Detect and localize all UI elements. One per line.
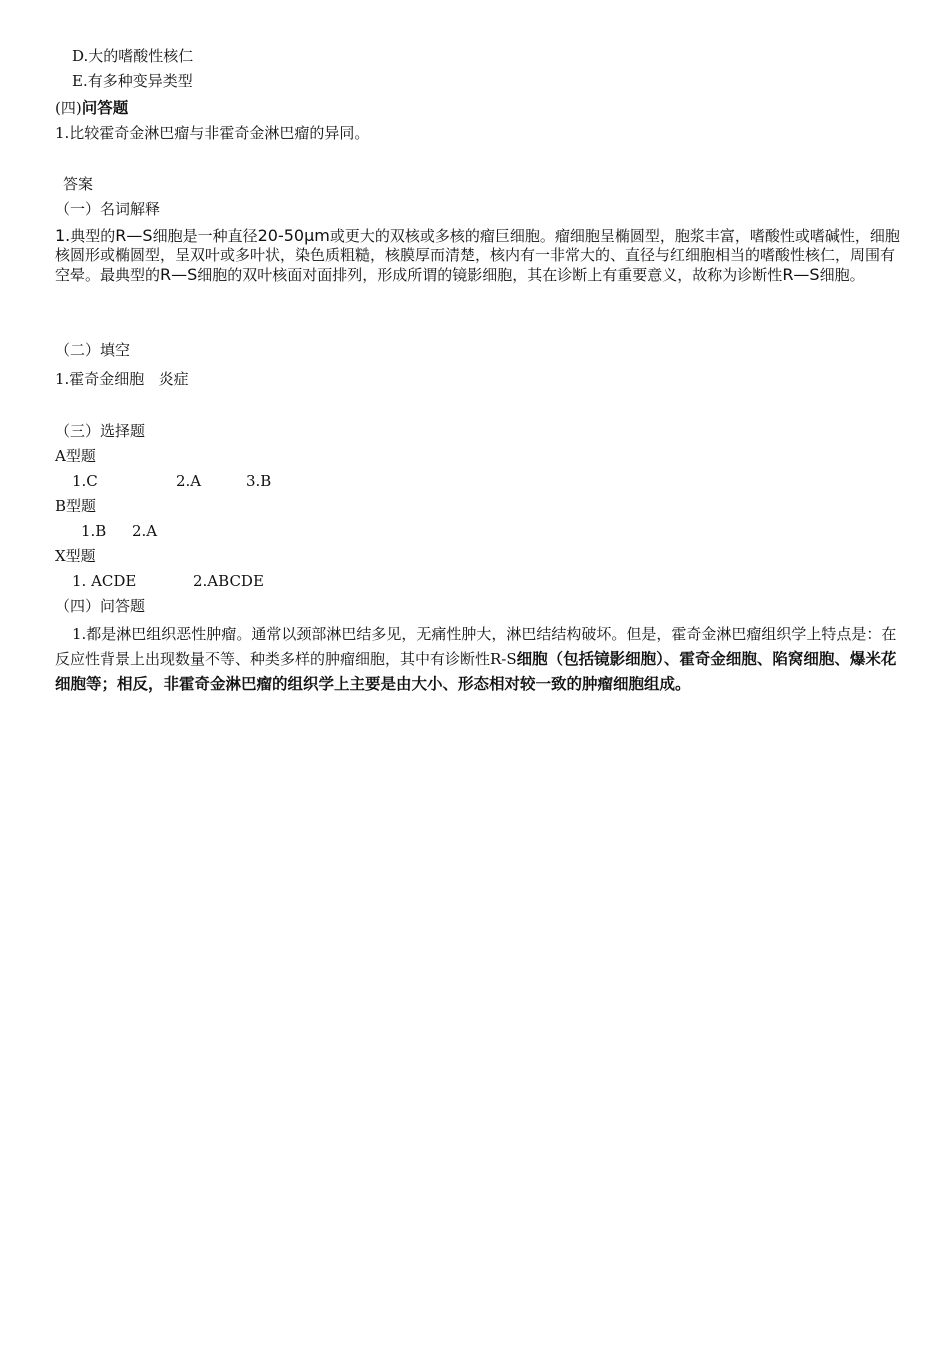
a1-p4: 细胞的双叶核面对面排列，形成所谓的镜影细胞，其在诊断上有重要意义，故称为诊断性 xyxy=(197,266,783,284)
a1-p1: 典型的 xyxy=(70,227,116,245)
a1-size: 20-50μm xyxy=(257,226,330,245)
section4-title: 问答题 xyxy=(81,99,129,117)
b-type-label: B型题 xyxy=(55,497,97,515)
a1-num: 1. xyxy=(55,226,71,245)
a-type-answer-2: 2.A xyxy=(176,472,202,490)
option-e: E.有多种变异类型 xyxy=(72,72,193,90)
b-type-answer-1: 1.B xyxy=(81,522,107,540)
a1-p2: 细胞是一种直径 xyxy=(152,227,258,245)
section4-heading xyxy=(55,98,128,118)
answer-section3-heading: （三）选择题 xyxy=(55,422,146,440)
b-type-answer-2: 2.A xyxy=(132,522,158,540)
question-1: 1.比较霍奇金淋巴瘤与非霍奇金淋巴瘤的异同。 xyxy=(55,124,370,142)
answer-section4-text xyxy=(55,622,900,697)
answer-section2-text: 1.霍奇金细胞 炎症 xyxy=(55,370,189,388)
a1-rs3: R—S xyxy=(782,265,820,284)
a1-p5: 细胞。 xyxy=(819,266,865,284)
section4-prefix: (四) xyxy=(55,99,82,117)
x-type-label: X型题 xyxy=(55,547,96,565)
answer-section1-heading: （一）名词解释 xyxy=(55,200,161,218)
a1-rs: R—S xyxy=(115,226,153,245)
a1-p3: 或更大的双核或多核的瘤巨细胞。瘤细胞呈椭圆型，胞浆丰富，嗜酸性或嗜碱性，细胞核圆形或椭圆型，呈双叶或多叶状，染色质粗糙，核膜厚而清楚，核内有一非常大的、直径与红细胞相当的嗜酸性核仁，周围有空晕。最典型的 xyxy=(55,227,900,284)
a-type-label: A型题 xyxy=(55,447,96,465)
option-d: D.大的嗜酸性核仁 xyxy=(72,47,194,65)
answer-section4-heading: （四）问答题 xyxy=(55,597,146,615)
answer-section2-heading: （二）填空 xyxy=(55,341,131,359)
x-type-answer-1: 1. ACDE xyxy=(72,572,137,590)
answer-section1-text xyxy=(55,226,900,285)
answer-heading: 答案 xyxy=(63,175,94,193)
a1-rs2: R—S xyxy=(160,265,198,284)
a-type-answer-3: 3.B xyxy=(246,472,272,490)
a4-p1: 1.都是淋巴组织恶性肿瘤。通常以颈部淋巴结多见，无痛性肿大，淋巴结结构破坏。但是，霍奇金淋巴瘤组织学上特点是：在反应性背景上出现数量不等、种类多样的肿瘤细胞，其中有诊断性R-S xyxy=(55,625,897,668)
x-type-answer-2: 2.ABCDE xyxy=(193,572,264,590)
a-type-answer-1: 1.C xyxy=(72,472,98,490)
a4-p2: 细胞（包括镜影细胞）、霍奇金细胞、陷窝细胞、爆米花细胞等；相反，非霍奇金淋巴瘤的组织学上主要是由大小、形态相对较一致的肿瘤细胞组成。 xyxy=(55,650,897,693)
